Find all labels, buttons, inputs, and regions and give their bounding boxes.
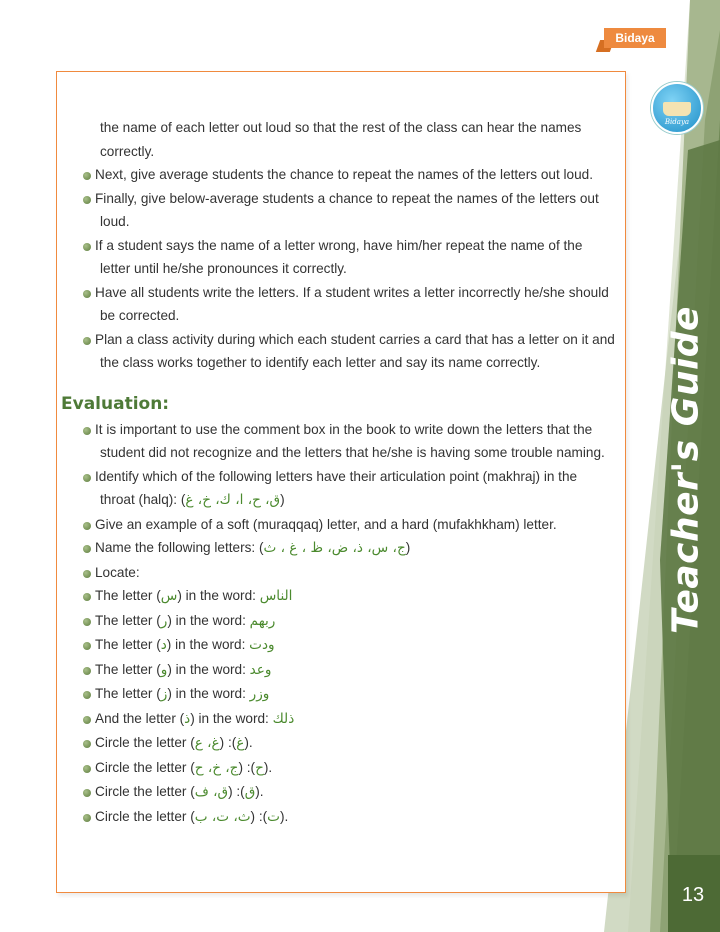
item-text: The letter ( — [95, 612, 161, 628]
item-text: letter until he/she pronounces it correctly. — [100, 261, 347, 276]
arabic-word: ذلك — [272, 710, 295, 727]
text-part: ) in the word: — [167, 612, 250, 628]
bullet-icon — [83, 716, 91, 724]
text-part: ) — [405, 540, 411, 555]
item-text: The letter ( — [95, 661, 161, 677]
item-text: If a student says the name of a letter wrong, have him/her repeat the name of the — [95, 237, 583, 253]
page-number: 13 — [681, 884, 705, 906]
text-part: ). — [263, 759, 273, 775]
bullet-icon — [83, 765, 91, 773]
arabic-letters: ج، خ، ح — [194, 759, 239, 776]
list-item — [79, 609, 623, 634]
list-item — [79, 756, 623, 781]
item-text: Have all students write the letters. If a student writes a letter incorrectly he/she should — [95, 284, 609, 300]
text-part: ). — [279, 808, 289, 824]
bullet-icon — [83, 691, 91, 699]
item-text: The letter ( — [95, 686, 161, 701]
bullet-icon — [83, 667, 91, 675]
arabic-word: وعد — [249, 661, 272, 678]
arabic-letter: س — [160, 588, 178, 604]
list-item — [79, 418, 623, 465]
text-part: ) :( — [228, 784, 245, 799]
book-shape — [663, 102, 691, 116]
bullet-icon — [83, 789, 91, 797]
text-part: ) in the word: — [167, 661, 250, 677]
bullet-icon — [83, 522, 91, 530]
teachers-guide-title: Teacher's Guide — [665, 306, 707, 634]
text-part: ) in the word: — [166, 637, 250, 652]
bullet-icon — [83, 290, 91, 298]
arabic-letter: ذ — [184, 710, 191, 727]
text-part: ) in the word: — [177, 588, 260, 603]
text-part: ) in the word: — [167, 686, 250, 701]
bullet-icon — [83, 570, 91, 578]
list-item — [79, 584, 623, 609]
list-item — [79, 328, 623, 375]
text-part: ) in the word: — [190, 710, 273, 726]
book-logo-icon — [651, 82, 703, 134]
list-item — [79, 163, 623, 187]
item-text: Circle the letter ( — [95, 759, 195, 775]
text-part: ) :( — [250, 808, 268, 824]
brand-tag: Bidaya — [604, 28, 666, 48]
arabic-letter: د — [160, 637, 167, 653]
text-part: ) :( — [219, 735, 237, 750]
item-text: Identify which of the following letters have their articulation point (makhraj) in the — [95, 468, 578, 484]
item-text: Name the following letters: ( — [95, 540, 264, 555]
text-part: ) :( — [238, 759, 256, 775]
bullet-icon — [83, 172, 91, 180]
arabic-word: وزر — [249, 686, 270, 702]
item-text — [79, 488, 623, 513]
intro-continuation — [79, 116, 623, 163]
text-part: ). — [255, 784, 264, 799]
bullet-icon — [83, 740, 91, 748]
content-box — [56, 71, 626, 893]
bullet-icon — [83, 474, 91, 482]
list-item — [79, 513, 623, 537]
evaluation-heading: Evaluation: — [61, 393, 170, 414]
arabic-target: ت — [267, 808, 280, 825]
item-text: student did not recognize and the letters that he/she is having some trouble naming. — [100, 445, 605, 460]
arabic-target: غ — [236, 735, 245, 751]
arabic-target: ح — [255, 759, 264, 776]
list-item — [79, 465, 623, 513]
bullet-icon — [83, 814, 91, 822]
text-part: ). — [244, 735, 253, 750]
item-text: Give an example of a soft (muraqqaq) letter, and a hard (mufakhkham) letter. — [95, 516, 557, 532]
arabic-letters: ق، ح، ا، ك، خ، غ — [185, 492, 281, 508]
item-text: Circle the letter ( — [95, 808, 195, 824]
item-text: be corrected. — [100, 308, 180, 323]
item-text: And the letter ( — [95, 710, 185, 726]
list-item — [79, 187, 623, 234]
arabic-letter: و — [160, 661, 168, 678]
list-item — [79, 707, 623, 732]
list-item — [79, 682, 623, 707]
list-item — [79, 561, 623, 585]
item-text: Next, give average students the chance to repeat the names of the letters out loud. — [95, 167, 593, 182]
arabic-word: ربهم — [249, 612, 276, 629]
bullet-icon — [83, 243, 91, 251]
text-line: correctly. — [100, 143, 155, 159]
arabic-letter: ز — [160, 686, 168, 702]
arabic-letters: غ، ع — [194, 735, 220, 751]
list-item — [79, 780, 623, 805]
item-text: It is important to use the comment box in the book to write down the letters that the — [95, 421, 593, 437]
arabic-letter: ر — [160, 612, 168, 629]
item-text: The letter ( — [95, 637, 161, 652]
arabic-word: ودت — [249, 637, 275, 653]
bullet-icon — [83, 545, 91, 553]
arabic-word: الناس — [259, 588, 293, 604]
item-text: The letter ( — [95, 588, 161, 603]
item-text: Plan a class activity during which each student carries a card that has a letter on it and — [95, 331, 615, 347]
arabic-letters: ج، س، ذ، ض، ظ ، غ ، ث — [263, 540, 406, 556]
bullet-icon — [83, 427, 91, 435]
arabic-target: ق — [244, 784, 256, 800]
text-part: ) — [280, 492, 285, 507]
text-part: throat (halq): ( — [100, 492, 186, 507]
bullet-icon — [83, 642, 91, 650]
bullet-icon — [83, 337, 91, 345]
item-text: Locate: — [95, 564, 140, 580]
arabic-letters: ق، ف — [194, 784, 229, 800]
item-text: loud. — [100, 214, 130, 229]
list-item — [79, 731, 623, 756]
logo-text: Bidaya — [664, 118, 690, 126]
item-text: Circle the letter ( — [95, 784, 195, 799]
bullet-icon — [83, 618, 91, 626]
arabic-letters: ث، ت، ب — [194, 808, 251, 825]
list-item — [79, 281, 623, 328]
list-item — [79, 658, 623, 683]
content-area — [61, 116, 623, 829]
bullet-icon — [83, 593, 91, 601]
list-item — [79, 536, 623, 561]
list-item — [79, 805, 623, 830]
item-text: Finally, give below-average students a chance to repeat the names of the letters out — [95, 190, 599, 206]
list-item — [79, 633, 623, 658]
item-text: the class works together to identify each letter and say its name correctly. — [100, 355, 541, 370]
bullet-icon — [83, 196, 91, 204]
text-line: the name of each letter out loud so that the rest of the class can hear the names — [100, 120, 582, 135]
item-text: Circle the letter ( — [95, 735, 195, 750]
list-item — [79, 234, 623, 281]
